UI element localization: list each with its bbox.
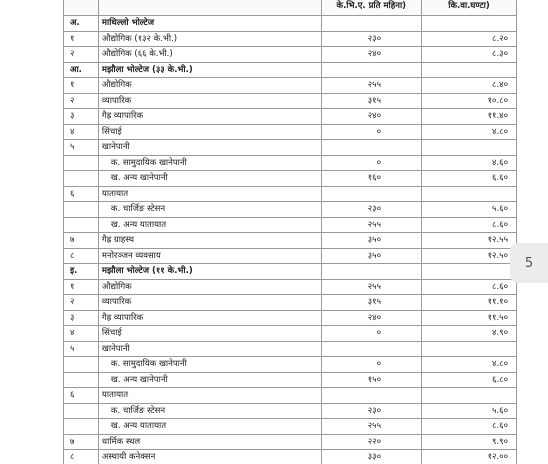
row-description: ख. अन्य यातायात: [98, 419, 321, 435]
row-description: औद्योगिक: [98, 279, 321, 295]
row-serial: [64, 403, 99, 419]
row-demand-charge: १६०: [321, 171, 421, 187]
row-description: औद्योगिक (१३२ के.भी.): [98, 31, 321, 47]
row-serial: [64, 357, 99, 373]
row-energy-charge: ११.५०: [422, 310, 517, 326]
table-row: [64, 248, 517, 264]
row-serial: ७: [64, 233, 99, 249]
row-demand-charge: [321, 140, 421, 156]
row-serial: ५: [64, 341, 99, 357]
row-description: ख. अन्य खानेपानी: [98, 171, 321, 187]
row-demand-charge: २२०: [321, 434, 421, 450]
row-energy-charge: [422, 16, 517, 32]
table-row: [64, 388, 517, 404]
row-description: गैह्र व्यापारिक: [98, 109, 321, 125]
row-serial: [64, 372, 99, 388]
section-row: [64, 264, 517, 280]
row-demand-charge: ३१५: [321, 93, 421, 109]
tariff-table: [63, 0, 517, 464]
row-serial: ५: [64, 140, 99, 156]
table-row: [64, 434, 517, 450]
table-row: [64, 155, 517, 171]
row-description: खानेपानी: [98, 140, 321, 156]
row-serial: १: [64, 279, 99, 295]
table-row: [64, 310, 517, 326]
table-row: [64, 31, 517, 47]
page-number: 5: [524, 255, 534, 271]
row-energy-charge: ८.६०: [422, 419, 517, 435]
row-serial: ४: [64, 326, 99, 342]
row-energy-charge: ४.६०: [422, 155, 517, 171]
row-serial: ७: [64, 434, 99, 450]
row-description: मनोरञ्जन व्यवसाय: [98, 248, 321, 264]
row-energy-charge: ४.८०: [422, 124, 517, 140]
row-demand-charge: ३३०: [321, 450, 421, 464]
row-description: औद्योगिक: [98, 78, 321, 94]
table-row: [64, 109, 517, 125]
row-demand-charge: [321, 16, 421, 32]
row-demand-charge: [321, 388, 421, 404]
row-serial: ८: [64, 450, 99, 464]
row-serial: [64, 202, 99, 218]
row-energy-charge: [422, 264, 517, 280]
table-row: [64, 217, 517, 233]
table-row: [64, 372, 517, 388]
row-demand-charge: २३०: [321, 403, 421, 419]
row-demand-charge: १५०: [321, 372, 421, 388]
row-energy-charge: ४.९०: [422, 326, 517, 342]
row-demand-charge: [321, 341, 421, 357]
row-serial: १: [64, 31, 99, 47]
table-row: [64, 341, 517, 357]
row-energy-charge: ६.६०: [422, 171, 517, 187]
row-demand-charge: [321, 264, 421, 280]
row-description: खानेपानी: [98, 341, 321, 357]
row-energy-charge: ११.१०: [422, 295, 517, 311]
row-serial: [64, 419, 99, 435]
row-description: मझौला भोल्टेज (११ के.भी.): [98, 264, 321, 280]
row-description: ख. अन्य यातायात: [98, 217, 321, 233]
row-serial: १: [64, 78, 99, 94]
row-description: सिंचाई: [98, 326, 321, 342]
table-row: [64, 233, 517, 249]
row-serial: इ.: [64, 264, 99, 280]
row-energy-charge: ८.६०: [422, 217, 517, 233]
row-demand-charge: २४०: [321, 310, 421, 326]
table-row: [64, 171, 517, 187]
row-description: यातायात: [98, 186, 321, 202]
row-description: मझौला भोल्टेज (३३ के.भी.): [98, 62, 321, 78]
row-description: व्यापारिक: [98, 93, 321, 109]
row-demand-charge: २५५: [321, 217, 421, 233]
row-energy-charge: ९.९०: [422, 434, 517, 450]
row-serial: आ.: [64, 62, 99, 78]
row-description: औद्योगिक (६६ के.भी.): [98, 47, 321, 63]
row-energy-charge: ११.४०: [422, 109, 517, 125]
row-demand-charge: ३१५: [321, 295, 421, 311]
table-row: [64, 124, 517, 140]
row-energy-charge: [422, 62, 517, 78]
row-demand-charge: २४०: [321, 109, 421, 125]
table-row: [64, 279, 517, 295]
section-row: [64, 62, 517, 78]
header-desc: [98, 0, 321, 16]
row-energy-charge: [422, 186, 517, 202]
row-energy-charge: ८.६०: [422, 279, 517, 295]
row-serial: ३: [64, 310, 99, 326]
table-row: [64, 403, 517, 419]
row-energy-charge: ८.४०: [422, 78, 517, 94]
row-serial: ४: [64, 124, 99, 140]
table-row: [64, 186, 517, 202]
row-energy-charge: ६.८०: [422, 372, 517, 388]
row-serial: अ.: [64, 16, 99, 32]
row-energy-charge: [422, 388, 517, 404]
table-row: [64, 47, 517, 63]
row-description: क. चार्जिङ स्टेसन: [98, 202, 321, 218]
row-serial: २: [64, 47, 99, 63]
row-description: ख. अन्य खानेपानी: [98, 372, 321, 388]
row-serial: २: [64, 93, 99, 109]
row-serial: ६: [64, 186, 99, 202]
row-description: क. सामुदायिक खानेपानी: [98, 155, 321, 171]
header-energy-charge: कि.वा.घण्टा): [422, 0, 517, 16]
row-demand-charge: ०: [321, 326, 421, 342]
row-demand-charge: ०: [321, 124, 421, 140]
row-description: व्यापारिक: [98, 295, 321, 311]
row-description: गैह्र ग्राहस्थ: [98, 233, 321, 249]
row-serial: ८: [64, 248, 99, 264]
tariff-table-page: [63, 0, 517, 464]
row-demand-charge: २५५: [321, 78, 421, 94]
row-demand-charge: ३५०: [321, 233, 421, 249]
table-row: [64, 78, 517, 94]
row-demand-charge: ०: [321, 357, 421, 373]
table-header-row: [64, 0, 517, 16]
row-energy-charge: ५.६०: [422, 202, 517, 218]
row-description: गैह्र व्यापारिक: [98, 310, 321, 326]
section-row: [64, 16, 517, 32]
row-energy-charge: [422, 140, 517, 156]
table-row: [64, 93, 517, 109]
row-energy-charge: १०.८०: [422, 93, 517, 109]
table-row: [64, 295, 517, 311]
row-description: क. चार्जिङ स्टेसन: [98, 403, 321, 419]
row-description: क. सामुदायिक खानेपानी: [98, 357, 321, 373]
table-row: [64, 326, 517, 342]
row-demand-charge: [321, 186, 421, 202]
row-energy-charge: ५.६०: [422, 403, 517, 419]
row-demand-charge: २५५: [321, 419, 421, 435]
row-description: माथिल्लो भोल्टेज: [98, 16, 321, 32]
tariff-table-body: [64, 0, 517, 464]
row-demand-charge: [321, 62, 421, 78]
row-energy-charge: १२.५०: [422, 248, 517, 264]
row-serial: २: [64, 295, 99, 311]
row-energy-charge: ४.८०: [422, 357, 517, 373]
row-description: धार्मिक स्थल: [98, 434, 321, 450]
table-row: [64, 419, 517, 435]
table-row: [64, 450, 517, 464]
row-energy-charge: १२.५५: [422, 233, 517, 249]
row-description: सिंचाई: [98, 124, 321, 140]
row-demand-charge: २४०: [321, 47, 421, 63]
row-serial: [64, 155, 99, 171]
row-demand-charge: ३५०: [321, 248, 421, 264]
row-description: अस्थायी कनेक्सन: [98, 450, 321, 464]
page-indicator-tab[interactable]: [510, 243, 548, 283]
row-demand-charge: २५५: [321, 279, 421, 295]
row-serial: [64, 171, 99, 187]
row-demand-charge: २३०: [321, 202, 421, 218]
row-demand-charge: ०: [321, 155, 421, 171]
row-energy-charge: [422, 341, 517, 357]
table-row: [64, 140, 517, 156]
row-serial: ६: [64, 388, 99, 404]
row-serial: ३: [64, 109, 99, 125]
row-energy-charge: ८.३०: [422, 47, 517, 63]
table-row: [64, 202, 517, 218]
row-demand-charge: २३०: [321, 31, 421, 47]
row-serial: [64, 217, 99, 233]
header-demand-charge: के.भि.ए. प्रति महिना): [321, 0, 421, 16]
table-row: [64, 357, 517, 373]
header-sn: [64, 0, 99, 16]
row-energy-charge: १२.००: [422, 450, 517, 464]
row-energy-charge: ८.२०: [422, 31, 517, 47]
row-description: यातायात: [98, 388, 321, 404]
